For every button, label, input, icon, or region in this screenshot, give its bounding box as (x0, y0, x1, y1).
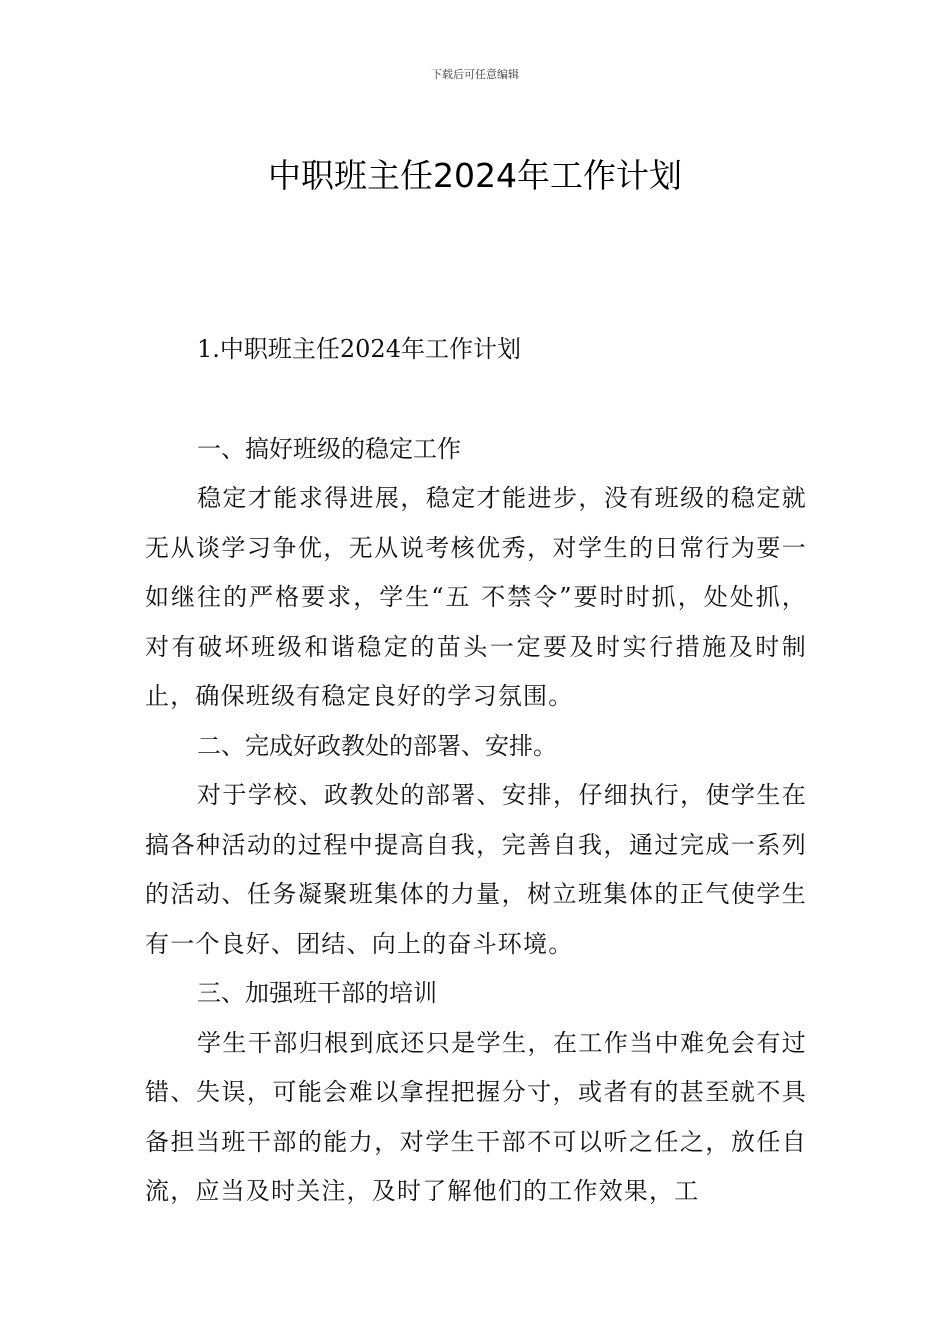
header-note: 下载后可任意编辑 (431, 68, 519, 81)
section-heading-3: 三、加强班干部的培训 (197, 979, 437, 1007)
section-paragraph-1: 稳定才能求得进展，稳定才能进步，没有班级的稳定就无从谈学习争优，无从说考核优秀，对学生的日常行为要一如继往的严格要求，学生“五 不禁令”要时时抓，处处抓，对有破坏班级和谐稳定的苗头一定要及时实行措施及时制止，确保班级有稳定良好的学习氛围。 (145, 484, 807, 710)
section-paragraph-3: 学生干部归根到底还只是学生，在工作当中难免会有过错、失误，可能会难以拿捏把握分寸，或者有的甚至就不具备担当班干部的能力，对学生干部不可以听之任之，放任自流，应当及时关注，及时了解他们的工作效果，工 (145, 1028, 807, 1205)
document-body (145, 325, 807, 1217)
document-title: 中职班主任2024年工作计划 (268, 156, 682, 196)
section-heading-2: 二、完成好政教处的部署、安排。 (197, 731, 557, 760)
section-heading-1: 一、搞好班级的稳定工作 (197, 434, 461, 463)
section-paragraph-2: 对于学校、政教处的部署、安排，仔细执行，使学生在搞各种活动的过程中提高自我，完善自我，通过完成一系列的活动、任务凝聚班集体的力量，树立班集体的正气使学生有一个良好、团结、向上的奋斗环境。 (145, 781, 807, 958)
document-subtitle: 1.中职班主任2024年工作计划 (197, 335, 521, 363)
